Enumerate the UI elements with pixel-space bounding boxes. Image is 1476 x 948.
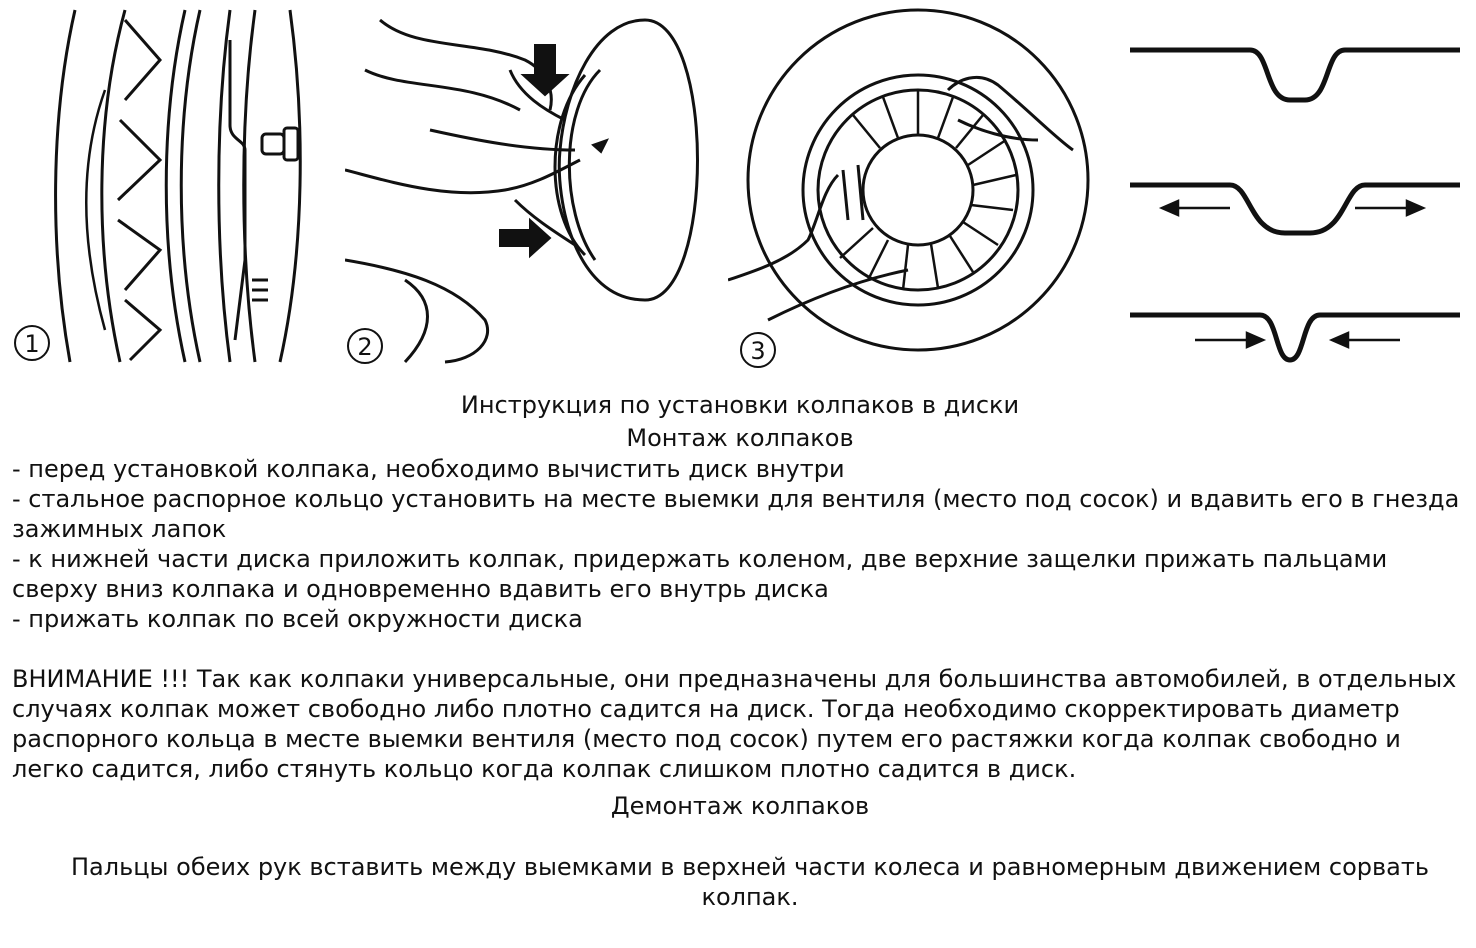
figure-4-drawing [1120, 0, 1470, 372]
dismount-paragraph: Пальцы обеих рук вставить между выемками в верхней части колеса и равномерным движением сорвать колпак. [70, 853, 1429, 911]
profile-compressed [1130, 315, 1460, 360]
mount-step: - перед установкой колпака, необходимо вычистить диск внутри [12, 455, 845, 483]
instruction-text [12, 388, 1468, 912]
figure-3-number: 3 [750, 337, 766, 365]
mount-heading: Монтаж колпаков [626, 424, 854, 452]
illustrations [0, 0, 1476, 380]
dismount-heading: Демонтаж колпаков [610, 792, 870, 820]
figure-1-drawing [0, 0, 330, 372]
figure-1-number: 1 [24, 330, 40, 358]
mount-steps [12, 454, 1468, 634]
figure-3-drawing [728, 0, 1093, 372]
figure-2-drawing [345, 0, 710, 372]
warning-paragraph: ВНИМАНИЕ !!! Так как колпаки универсальные, они предназначены для большинства автомобилей, в отдельных случаях колпак может свободно либо плотно садится на диск. Тогда необходимо скорректировать диаметр распорного кольца в месте выемки вентиля (место под сосок) путем его растяжки когда колпак свободно и легко садится, либо стянуть кольцо когда колпак слишком плотно садится в диск. [12, 665, 1457, 783]
document-title: Инструкция по установки колпаков в диски [460, 391, 1020, 419]
figure-2-number: 2 [357, 333, 373, 361]
mount-step: - к нижней части диска приложить колпак, придержать коленом, две верхние защелки прижать пальцами сверху вниз колпака и одновременно вдавить его внутрь диска [12, 545, 1388, 603]
mount-step: - прижать колпак по всей окружности диска [12, 605, 583, 633]
mount-step: - стальное распорное кольцо установить на месте выемки для вентиля (место под сосок) и вдавить его в гнезда зажимных лапок [12, 485, 1460, 543]
figure-1-ring-at-valve [0, 0, 330, 372]
profile-normal [1130, 50, 1460, 100]
figure-4-ring-profile [1120, 0, 1470, 372]
figure-3-press-around [728, 0, 1093, 372]
figure-2-press-with-knee [345, 0, 710, 372]
